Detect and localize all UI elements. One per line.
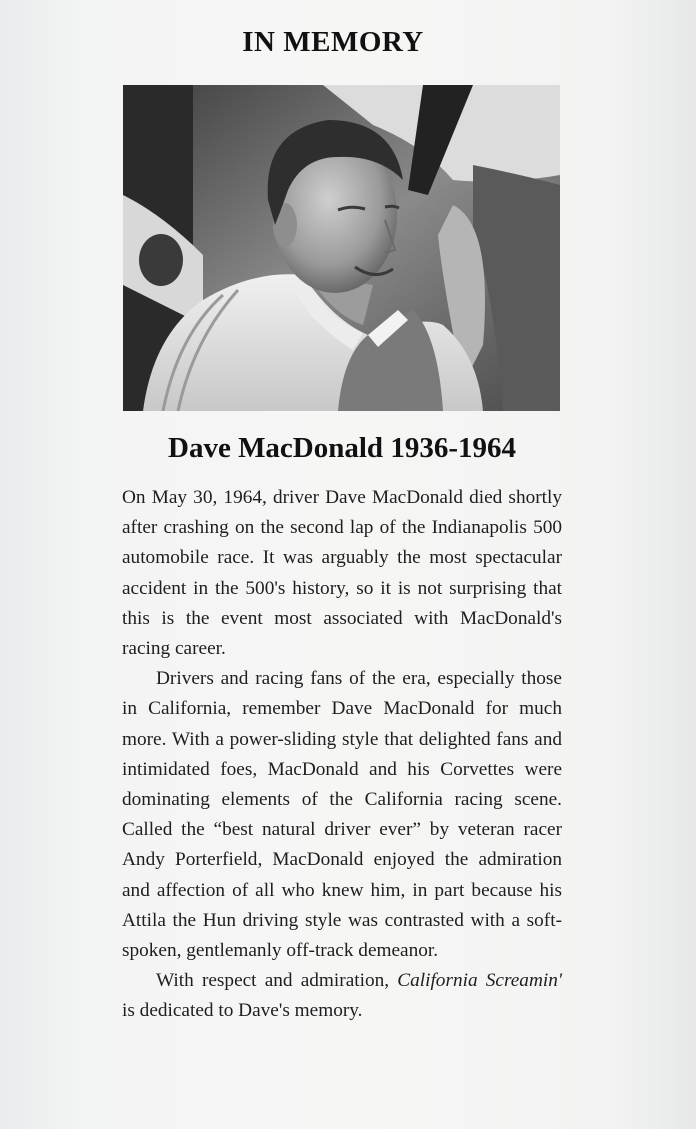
body-paragraph-2: Drivers and racing fans of the era, especially those in California, remember Dave MacDonald for much more. With a power-sliding style that delighted fans and intimidated foes, MacDonald and his Corvettes were dominating elements of the California racing scene. Called the “best natural driver ever” by veteran racer Andy Porterfield, MacDonald enjoyed the admiration and affection of all who knew him, in part because his Attila the Hun driving style was contrasted with a soft-spoken, gentlemanly off-track demeanor. (122, 668, 562, 962)
portrait-photo-icon (123, 85, 560, 411)
page-heading: IN MEMORY (242, 26, 424, 58)
body-paragraph-1: On May 30, 1964, driver Dave MacDonald died shortly after crashing on the second lap of the Indianapolis 500 automobile race. It was arguably the most spectacular accident in the 500's history, so it is not surprising that this is the event most associated with MacDonald's racing career. (122, 487, 562, 660)
closing-before: With respect and admiration, (156, 970, 398, 992)
closing-paragraph (122, 966, 562, 1026)
memorial-body (122, 483, 562, 1027)
memorial-title: Dave MacDonald 1936-1964 (168, 432, 516, 464)
book-title: California Screamin' (397, 970, 562, 992)
closing-after: is dedicated to Dave's memory. (122, 1000, 363, 1022)
portrait-photo (123, 85, 560, 411)
